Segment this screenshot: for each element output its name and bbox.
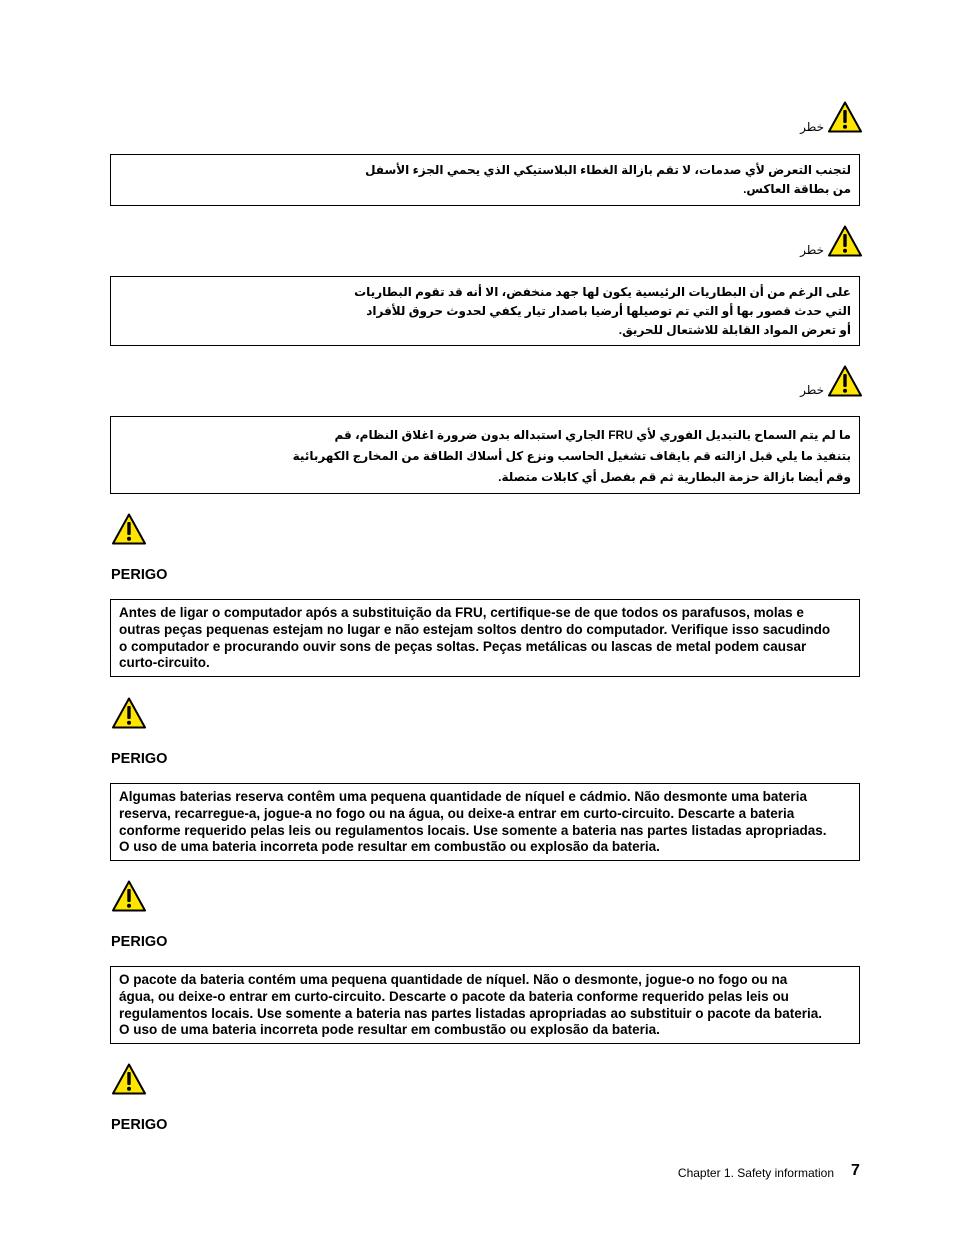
danger-label-pt: PERIGO — [111, 934, 168, 950]
notice-box-ar-2 — [110, 276, 860, 346]
notice-line: conforme requerido pelas leis ou regulamentos locais. Use somente a bateria nas partes listadas apropriadas. — [119, 822, 827, 838]
warning-triangle-icon — [112, 1063, 146, 1095]
warning-triangle-icon — [828, 365, 862, 397]
notice-line: O uso de uma bateria incorreta pode resultar em combustão ou explosão da bateria. — [119, 839, 660, 855]
notice-line: reserva, recarregue-a, jogue-a no fogo ou na água, ou deixe-a entrar em curto-circuito. Descarte a bateria — [119, 805, 795, 821]
notice-box-pt-3 — [110, 966, 860, 1044]
danger-label-pt: PERIGO — [111, 567, 168, 583]
notice-box-ar-1 — [110, 154, 860, 206]
footer-chapter: Chapter 1. Safety information — [677, 1166, 834, 1180]
danger-label-ar: خطر — [800, 120, 824, 134]
notice-line: o computador e procurando ouvir sons de peças soltas. Peças metálicas ou lascas de metal podem causar — [119, 638, 807, 654]
notice-line: أو تعرض المواد القابلة للاشتعال للحريق. — [618, 323, 851, 337]
danger-label-pt: PERIGO — [111, 751, 168, 767]
notice-line: regulamentos locais. Use somente a bateria nas partes listadas apropriadas ao substituir o pacote da bateria. — [119, 1005, 822, 1021]
warning-triangle-icon — [828, 225, 862, 257]
notice-line: O pacote da bateria contém uma pequena quantidade de níquel. Não o desmonte, jogue-o no fogo ou na — [119, 972, 788, 987]
warning-triangle-icon — [828, 101, 862, 133]
danger-label-ar: خطر — [800, 243, 824, 257]
notice-line: على الرغم من أن البطاريات الرئيسية يكون لها جهد منخفض، الا أنه قد تقوم البطاريات — [354, 285, 851, 299]
notice-box-ar-3 — [110, 416, 860, 494]
notice-line: curto-circuito. — [119, 655, 210, 671]
notice-line: outras peças pequenas estejam no lugar e não estejam soltos dentro do computador. Verifique isso sacudindo — [119, 621, 831, 637]
notice-line: لتجنب التعرض لأي صدمات، لا تقم بازالة الغطاء البلاستيكي الذي يحمي الجزء الأسفل — [365, 163, 851, 177]
notice-line: التي حدث قصور بها أو التي تم توصيلها أرضيا باصدار تيار يكفي لحدوث حروق للأفراد — [366, 304, 851, 318]
notice-line: وقم أيضا بازالة حزمة البطارية ثم قم بفصل أي كابلات متصلة. — [498, 470, 851, 484]
notice-box-pt-1 — [110, 599, 860, 677]
warning-triangle-icon — [112, 513, 146, 545]
warning-triangle-icon — [112, 697, 146, 729]
danger-label-ar: خطر — [800, 383, 824, 397]
warning-triangle-icon — [112, 880, 146, 912]
notice-line: Antes de ligar o computador após a substituição da FRU, certifique-se de que todos os parafusos, molas e — [119, 605, 804, 620]
notice-line: من بطاقة العاكس. — [743, 182, 851, 196]
page-number: 7 — [851, 1162, 860, 1179]
notice-box-pt-2 — [110, 783, 860, 861]
notice-line: Algumas baterias reserva contêm uma pequena quantidade de níquel e cádmio. Não desmonte uma bateria — [119, 789, 807, 804]
notice-line: بتنفيذ ما يلي قبل ازالته قم بايقاف تشغيل الحاسب ونزع كل أسلاك الطاقة من المخارج الكهربائية — [292, 449, 851, 463]
notice-line: O uso de uma bateria incorreta pode resultar em combustão ou explosão da bateria. — [119, 1022, 660, 1038]
notice-line: ما لم يتم السماح بالتبديل الفوري لأي FRU الجاري استبداله بدون ضرورة اغلاق النظام، قم — [334, 428, 851, 442]
danger-label-pt: PERIGO — [111, 1117, 168, 1133]
notice-line: água, ou deixe-o entrar em curto-circuito. Descarte o pacote da bateria conforme requerido pelas leis ou — [119, 988, 789, 1004]
